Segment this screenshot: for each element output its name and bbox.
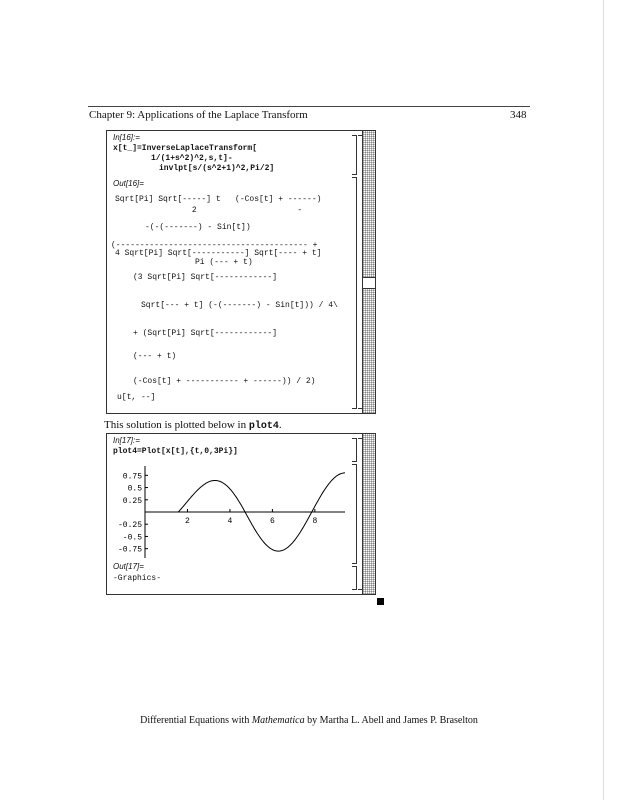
footer-post: by Martha L. Abell and James P. Braselton [304, 715, 478, 726]
output-line: 2 - [115, 206, 303, 215]
output-line: + (Sqrt[Pi] Sqrt[------------] [133, 329, 278, 338]
x-tick-label: 4 [227, 517, 233, 526]
input-line-3[interactable]: invlpt[s/(s^2+1)^2,Pi/2] [159, 164, 275, 173]
end-of-example-mark [377, 598, 384, 605]
notebook-cell-17 [106, 433, 376, 595]
caption-code: plot4 [248, 421, 279, 432]
scrollbar-thumb[interactable] [363, 277, 375, 289]
y-tick-label: 0.75 [122, 472, 142, 482]
output-line: (--- + t) [133, 352, 177, 361]
y-tick-label: 0.25 [122, 496, 142, 506]
input-line-2[interactable]: 1/(1+s^2)^2,s,t]- [151, 154, 233, 163]
cell-bracket-output[interactable] [352, 177, 357, 409]
output-line: -Graphics- [113, 574, 162, 583]
cell-bracket-input[interactable] [352, 438, 357, 462]
output-line: Pi (--- + t) [147, 258, 253, 267]
output-line: -(-(-------) - Sin[t]) [145, 223, 251, 232]
vertical-scrollbar[interactable] [362, 434, 375, 594]
caption-end: . [278, 419, 282, 431]
in-label: In[16]:= [113, 133, 140, 142]
vertical-scrollbar[interactable] [362, 131, 375, 413]
output-line: Sqrt[--- + t] (-(-------) - Sin[t])) / 4\ [141, 301, 338, 310]
y-tick-label: -0.75 [117, 545, 142, 555]
cell-bracket-group[interactable] [358, 135, 363, 409]
in-label: In[17]:= [113, 436, 140, 445]
y-tick-label: -0.25 [117, 521, 142, 531]
cell-bracket-input[interactable] [352, 135, 357, 175]
x-tick-label: 2 [185, 517, 190, 526]
cell-bracket-output[interactable] [352, 566, 357, 590]
output-line: 4 Sqrt[Pi] Sqrt[-----------] Sqrt[---- + t] [115, 249, 322, 258]
y-tick-label: 0.5 [127, 484, 142, 494]
x-tick-label: 8 [312, 517, 318, 526]
page-number: 348 [510, 109, 527, 121]
caption [104, 419, 282, 432]
out-label: Out[17]= [113, 562, 144, 571]
notebook-cell-16 [106, 130, 376, 414]
output-line: u[t, --] [117, 393, 156, 402]
input-line-1[interactable]: x[t_]=InverseLaplaceTransform[ [113, 144, 258, 153]
output-line: Sqrt[Pi] Sqrt[-----] t (-Cos[t] + ------) [115, 195, 322, 204]
y-tick-label: -0.5 [122, 533, 142, 543]
footer [0, 715, 618, 726]
output-line: (3 Sqrt[Pi] Sqrt[------------] [133, 273, 278, 282]
chapter-title: Chapter 9: Applications of the Laplace Transform [89, 109, 308, 121]
input-line[interactable]: plot4=Plot[x[t],{t,0,3Pi}] [113, 447, 238, 456]
footer-title: Mathematica [251, 715, 305, 726]
out-label: Out[16]= [113, 179, 144, 188]
header-rule [88, 106, 530, 107]
footer-pre: Differential Equations with [140, 715, 252, 726]
plot-graphic [107, 464, 347, 560]
cell-bracket-graphics[interactable] [352, 464, 357, 564]
cell-bracket-group[interactable] [358, 438, 363, 590]
caption-text: This solution is plotted below in [104, 419, 247, 431]
output-line: (-Cos[t] + ----------- + ------)) / 2) [133, 377, 316, 386]
x-tick-label: 6 [269, 517, 275, 526]
page-edge-line [603, 0, 604, 800]
output-line: (---------------------------------------- + [111, 241, 318, 250]
